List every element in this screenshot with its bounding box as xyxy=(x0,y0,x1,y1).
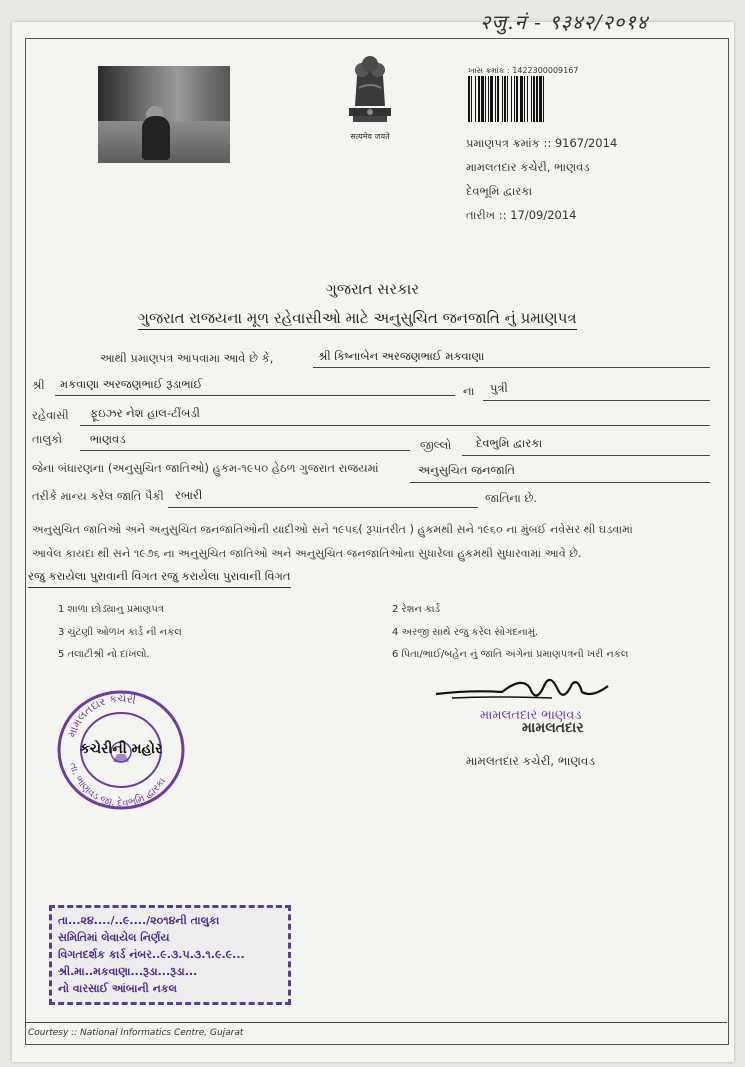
courtesy-note: Courtesy :: National Informatics Centre, Gujarat xyxy=(28,1028,244,1038)
legal-paragraph-line-1: અનુસુચિત જાતિઓ અને અનુસુચિત જનજાતિઓની યાદીઓ સને ૧૯૫૬( રૂપાંતરીત ) હુકમથી સને ૧૯૬૦ ના મુંબઈ નવેસર થી ઘડવામાં xyxy=(32,523,633,536)
certificate-border xyxy=(25,38,729,1045)
stamp-line: વિગતદર્શક કાર્ડ નંબર..૯.૩.૫.૩.૧.૯.૯... xyxy=(58,948,245,961)
field-underline xyxy=(410,482,710,483)
certificate-number: પ્રમાણપત્ર ક્રમાંક :: 9167/2014 xyxy=(466,136,618,150)
constitution-label: જેના બંધારણના (અનુસુચિત જાતિઓ) હુકમ-૧૯૫૦ હેઠળ ગુજરાત રાજયમાં xyxy=(32,461,379,475)
field-underline xyxy=(168,507,478,508)
field-underline xyxy=(80,425,710,426)
district-label: જીલ્લો xyxy=(420,438,452,452)
seal-caption: કચેરીની મહોર xyxy=(80,741,163,757)
certify-value: શ્રી કિષ્નાબેન અરજણભાઈ મકવાણા xyxy=(318,349,485,363)
footer-divider xyxy=(25,1022,727,1023)
stamp-line: તા...૨૪..../..૯..../૨૦૧૪ની તાલુકા xyxy=(58,914,220,927)
relation-value: પુત્રી xyxy=(490,381,508,395)
emblem-caption: सत्यमेव जयते xyxy=(350,132,390,141)
evidence-item: 1 શાળા છોડ્યાનુ પ્રમાણપત્ર xyxy=(58,604,164,615)
evidence-item: 2 રેશન કાર્ડ xyxy=(392,604,441,615)
caste-value: રબારી xyxy=(175,488,203,502)
caste-label: તરીકે માન્ય કરેલ જાતિ પૈકી xyxy=(32,489,164,503)
page-title: ગુજરાત સરકાર xyxy=(325,280,420,298)
district-value: દેવભુમિ દ્વારકા xyxy=(476,436,543,450)
certificate-subtitle: ગુજરાત રાજયના મૂળ રહેવાસીઓ માટે અનુસુચિત જનજાતિ નું પ્રમાણપત્ર xyxy=(138,309,577,330)
field-underline xyxy=(462,455,710,456)
shri-label: શ્રી xyxy=(32,378,45,392)
field-underline xyxy=(483,400,710,401)
stamp-line: શ્રી.મા..મકવાણા...રૂડા...રૂડા... xyxy=(58,965,198,978)
constitution-value: અનુસુચિત જનજાતિ xyxy=(418,463,515,477)
caste-suffix: જાતિના છે. xyxy=(485,491,538,505)
legal-paragraph-line-2: આવેલ કાયદા થી સને ૧૯૭૬ ના અનુસુચિત જાતિઓ અને અનુસુચિત જનજાતિઓના સુધારેલા હુકમથી સુધારવામાં આવે છે. xyxy=(32,547,582,560)
taluka-value: ભાણવડ xyxy=(90,432,126,446)
evidence-item: 5 તલાટીશ્રી નો દાખલો. xyxy=(58,649,150,660)
evidence-item: 6 પિતા/ભાઈ/બહેન નું જાતિ અંગેનાં પ્રમાણપત્રની ખરી નકલ xyxy=(392,649,629,660)
issue-date: તારીખ :: 17/09/2014 xyxy=(466,208,577,222)
district-name: દેવભૂમિ દ્વારકા xyxy=(466,184,533,198)
signatory-title: મામલતદાર xyxy=(522,720,584,736)
barcode-number: ખાસ ક્રમાંક : 1422300009167 xyxy=(468,66,579,75)
resident-value: ફૂઇઝર નેશ હાલ-ટીંબડી xyxy=(90,406,200,420)
handwritten-reference: २जु.नं - ९३४२/२०१४ xyxy=(480,10,649,34)
svg-text:તા. ભાણવડ જી. દેવભુમિ દ્વારકા: તા. ભાણવડ જી. દેવભુમિ દ્વારકા xyxy=(66,761,169,810)
field-underline xyxy=(55,395,455,396)
na-label: ના xyxy=(463,384,475,398)
barcode-icon xyxy=(468,76,618,122)
field-underline xyxy=(313,367,710,368)
svg-text:મામલતદાર કચેરી: મામલતદાર કચેરી xyxy=(64,691,137,740)
national-emblem-icon xyxy=(335,48,405,130)
signature-stamp-title: મામલતદાર ભાણવડ xyxy=(480,708,582,723)
stamp-line: સમિતિમાં લેવાયેલ નિર્ણય xyxy=(58,931,170,944)
signatory-office: મામલતદાર કચેરી, ભાણવડ xyxy=(466,754,595,768)
evidence-item: 4 અરજી સાથે રજુ કરેલ સોગંદનામું. xyxy=(392,627,539,638)
verification-stamp xyxy=(49,905,291,1005)
stamp-line: નો વારસાઈ આંબાની નકલ xyxy=(58,982,177,995)
father-name-value: મકવાણા અરજણભાઈ રૂડાભાઈ xyxy=(60,377,203,391)
evidence-item: 3 ચુંટણી ઓળખ કાર્ડ ની નકલ xyxy=(58,627,182,638)
taluka-label: તાલુકો xyxy=(32,432,63,446)
applicant-photo xyxy=(98,66,230,163)
resident-label: રહેવાસી xyxy=(32,408,69,422)
field-underline xyxy=(80,450,410,451)
certify-label: આથી પ્રમાણપત્ર આપવામા આવે છે કે, xyxy=(100,351,274,365)
evidence-heading: રજુ કરાયેલા પુરાવાની વિગત રજુ કરાયેલા પુરાવાની વિગત xyxy=(28,569,291,588)
issuing-office: મામલતદાર કચેરી, ભાણવડ xyxy=(466,160,590,174)
